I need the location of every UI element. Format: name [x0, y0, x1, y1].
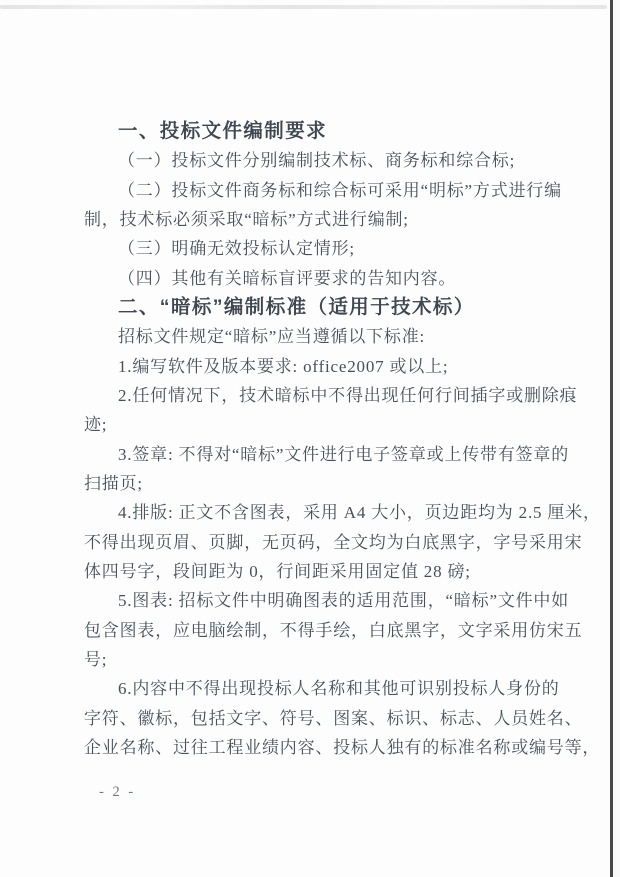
text-line: 6.内容中不得出现投标人名称和其他可识别投标人身份的 — [118, 679, 560, 699]
text-line: 2.任何情况下，技术暗标中不得出现任何行间插字或删除痕 — [118, 385, 578, 405]
text-line: 企业名称、过往工程业绩内容、投标人独有的标准名称或编号等， — [84, 737, 601, 757]
text-line: 制，技术标必须采取“暗标”方式进行编制; — [84, 209, 409, 229]
text-line: （一）投标文件分别编制技术标、商务标和综合标; — [118, 151, 516, 171]
text-line: 3.签章: 不得对“暗标”文件进行电子签章或上传带有签章的 — [118, 444, 570, 464]
text-line: 迹; — [84, 415, 108, 435]
text-line: 字符、徽标，包括文字、符号、图案、标识、标志、人员姓名、 — [84, 708, 583, 728]
section-heading: 二、“暗标”编制标准（适用于技术标） — [118, 295, 475, 318]
text-line: （三）明确无效投标认定情形; — [118, 239, 355, 259]
section-heading: 一、投标文件编制要求 — [118, 120, 328, 142]
text-line: 体四号字，段间距为 0，行间距采用固定值 28 磅; — [84, 561, 471, 581]
text-line: 1.编写软件及版本要求: office2007 或以上; — [118, 356, 449, 376]
text-line: （四）其他有关暗标盲评要求的告知内容。 — [118, 268, 457, 288]
text-line: 号; — [84, 649, 108, 669]
scan-artifact-right-edge-line — [610, 0, 613, 877]
scan-artifact-top-streak — [0, 5, 607, 9]
text-line: 4.排版: 正文不含图表，采用 A4 大小，页边距均为 2.5 厘米， — [118, 503, 601, 523]
scan-artifact-right-margin — [613, 0, 620, 877]
document-text-block — [84, 117, 601, 762]
text-line: 包含图表，应电脑绘制，不得手绘，白底黑字，文字采用仿宋五 — [84, 620, 583, 640]
text-line: 招标文件规定“暗标”应当遵循以下标准: — [118, 327, 426, 347]
text-line: 扫描页; — [84, 473, 143, 493]
text-line: 5.图表: 招标文件中明确图表的适用范围，“暗标”文件中如 — [118, 591, 570, 611]
page-number: - 2 - — [99, 784, 136, 800]
text-line: （二）投标文件商务标和综合标可采用“明标”方式进行编 — [118, 180, 562, 200]
text-line: 不得出现页眉、页脚，无页码，全文均为白底黑字，字号采用宋 — [84, 532, 583, 552]
